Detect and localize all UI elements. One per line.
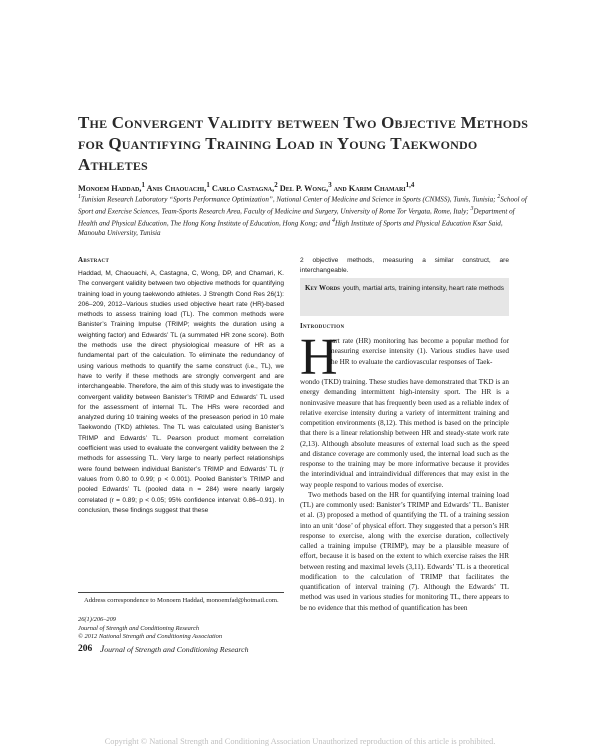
affiliations: $^1$Tunisian Research Laboratory “Sports Performance Optimization”, National Center of Medicine and Science in Sports (CNMSS), Tunis, Tunisia; $^2$School of Sport and Exercise Sciences, Team-Sports Research Area, Faculty of Medicine and Surgery, University of Rome Tor Vergata, Rome, Italy; $^3$Department of Health and Physical Education, The Hong Kong Institute of Education, Hong Kong; and $^4$High Institute of Sports and Physical Education Ksar Said, Manouba University, Tunisia [78, 194, 527, 237]
keywords-text: youth, martial arts, training intensity, heart rate methods [342, 285, 504, 292]
journal-info [78, 616, 284, 642]
author: Anis Chaouachi,$^1$ [146, 182, 210, 193]
author: Carlo Castagna,$^2$ [211, 182, 278, 193]
drop-cap: H [300, 329, 338, 386]
page-number: 206 [78, 644, 93, 654]
keywords [305, 283, 505, 294]
keywords-label: Key Words [305, 284, 340, 292]
copyright-watermark: Copyright © National Strength and Conditioning Association Unauthorized reproduction of this article is prohibited. [104, 737, 496, 746]
journal-name: Journal of Strength and Conditioning Research [78, 624, 200, 632]
introduction-heading: Introduction [300, 322, 345, 330]
abstract-heading: Abstract [78, 256, 110, 264]
article-title: The Convergent Validity between Two Objective Methods for Quantifying Training Load in Young Taekwondo Athletes [78, 113, 529, 174]
author: Monoem Haddad,$^1$ [78, 182, 145, 193]
introduction-body [300, 377, 509, 613]
paragraph: wondo (TKD) training. These studies have demonstrated that TKD is an energy demanding intermittent high-intensity sport. The HR is a noninvasive measure that has frequently been used as a reliable index of relative exercise intensity during a variety of intermittent training and competition environments (8,12). This method is based on the principle that there is a linear relationship between HR and steady-state work rate (2,13). Although absolute measures of external load such as the speed and distance coverage are commonly used, the internal load such as the response to the training may be more informative because it provides the interindividual and intraindividual differences that may exist in the way people respond to various modes of exercise. [300, 378, 509, 489]
introduction-lead: eart rate (HR) monitoring has become a popular method for measuring exercise intensity (1). Various studies have used the HR to evaluate the cardiovascular responses of Taek- [329, 337, 509, 366]
abstract-continuation: 2 objective methods, measuring a similar construct, are interchangeable. [300, 257, 509, 275]
correspondence-address: Address correspondence to Monoem Haddad, monoemfad@hotmail.com. [84, 597, 279, 604]
paragraph: Two methods based on the HR for quantifying internal training load (TL) are commonly used: Banister’s TRIMP and Edwards’ TL. Banister et al. (3) proposed a method of quantifying the TL of a training session into an unit ‘dose’ of physical effort. They suggested that a person’s HR response to exercise, along with the exercise duration, collectively called a training impulse (TRIMP), may be a plausible measure of effort, because it is based on the extent to which exercise raises the HR between resting and maximal levels (3,11). Edwards’ TL is a theoretical modification to the calculation of TRIMP that facilitates the quantification of interval training (7). Although the Edwards’ TL method was used in various studies for monitoring TL, there appears to be no evidence that this method of quantification has been [300, 490, 509, 612]
copyright-line: © 2012 National Strength and Conditioning Association [78, 633, 223, 640]
running-head: Journal of Strength and Conditioning Research [100, 645, 249, 655]
footnote-rule [78, 592, 284, 593]
author: Del P. Wong,$^3$ [279, 182, 332, 193]
citation: 26(1)/206–209 [78, 616, 116, 623]
author-list [78, 180, 538, 194]
author: and Karim Chamari$^{1,4}$ [333, 182, 415, 193]
abstract-body: Haddad, M, Chaouachi, A, Castagna, C, Wong, DP, and Chamari, K. The convergent validity between two objective methods for quantifying training load in young taekwondo athletes. J Strength Cond Res 26(1): 206–209, 2012–Various studies used objective heart rate (HR)-based methods to assess training load (TL). The common methods were Banister’s Training Impulse (TRIMP; weights the duration using a weighting factor) and Edwards’ TL (a summated HR zone score). Both the methods use the direct physiological measure of HR as a fundamental part of the calculation. To eliminate the redundancy of using various methods to quantify the same construct (i.e., TL), we have to verify if these methods are strongly convergent and are interchangeable. Therefore, the aim of this study was to investigate the convergent validity between Banister’s TRIMP and Edwards’ TL used for the assessment of internal TL. The HRs were recorded and analyzed during 10 training weeks of the preseason period in 10 male Taekwondo (TKD) athletes. The TL was calculated using Banister’s TRIMP and Edwards’ TL. Pearson product moment correlation coefficient was used to evaluate the convergent validity between the 2 methods for assessing TL. Very large to nearly perfect relationships were found between individual Banister’s TRIMP and Edwards’ TL (r values from 0.80 to 0.99; p < 0.001). Pooled Banister’s TRIMP and pooled Edwards’ TL (pooled data n = 284) were nearly largely correlated (r = 0.89; p < 0.05; 95% confidence interval: 0.86–0.91). In conclusion, these findings suggest that these [78, 270, 284, 514]
